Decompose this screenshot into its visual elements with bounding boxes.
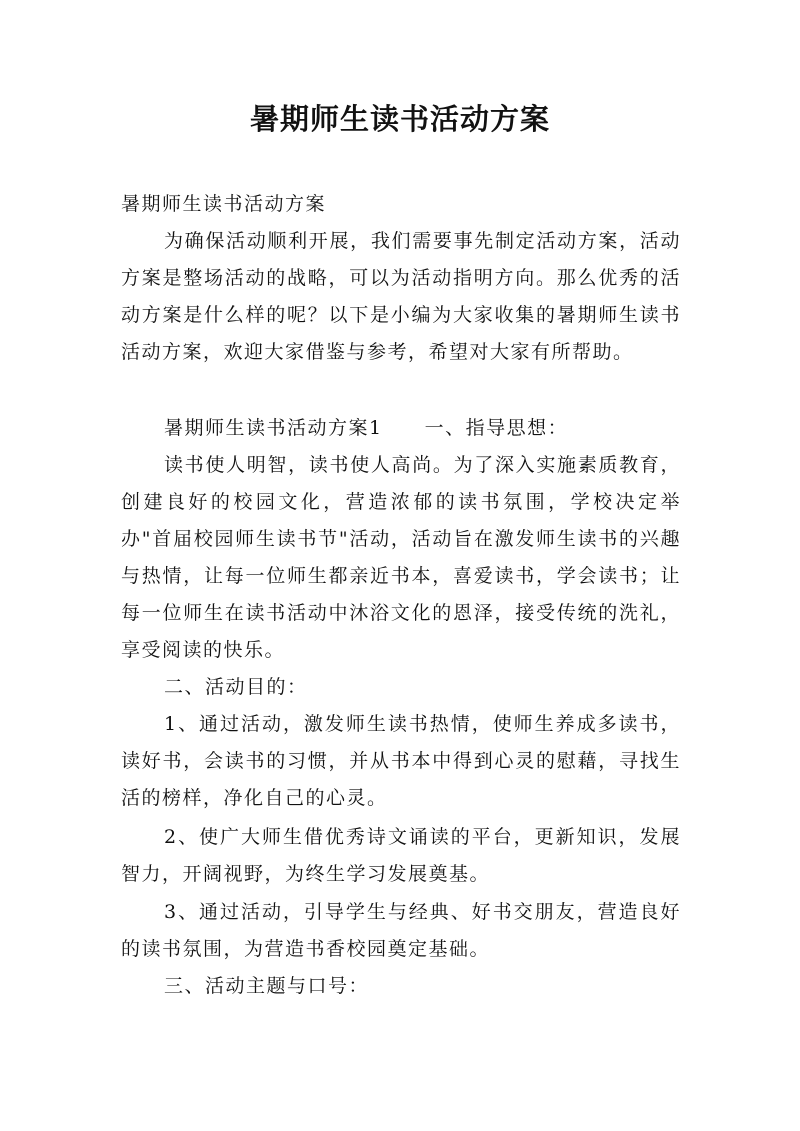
section-line: [121, 410, 681, 447]
guiding-paragraph: 读书使人明智，读书使人高尚。为了深入实施素质教育，创建良好的校园文化，营造浓郁的读书氛围，学校决定举办"首届校园师生读书节"活动，活动旨在激发师生读书的兴趣与热情，让每一位师生都亲近书本，喜爱读书，学会读书；让每一位师生在读书活动中沐浴文化的恩泽，接受传统的洗礼，享受阅读的快乐。: [121, 454, 681, 661]
section-heading-purpose: 二、活动目的：: [164, 676, 308, 698]
section-title: 暑期师生读书活动方案1: [164, 417, 383, 439]
section-heading-theme: 三、活动主题与口号：: [164, 975, 370, 997]
intro-paragraph: 为确保活动顺利开展，我们需要事先制定活动方案，活动方案是整场活动的战略，可以为活动指明方向。那么优秀的活动方案是什么样的呢？以下是小编为大家收集的暑期师生读书活动方案，欢迎大家借鉴与参考，希望对大家有所帮助。: [121, 230, 681, 363]
document-title: 暑期师生读书活动方案: [249, 102, 550, 136]
goal-item-3: 3、通过活动，引导学生与经典、好书交朋友，营造良好的读书氛围，为营造书香校园奠定基础。: [121, 901, 681, 960]
goal-item-2: 2、使广大师生借优秀诗文诵读的平台，更新知识，发展智力，开阔视野，为终生学习发展奠基。: [121, 826, 681, 885]
section-heading-guiding: 一、指导思想：: [424, 417, 569, 439]
goal-item-1: 1、通过活动，激发师生读书热情，使师生养成多读书，读好书，会读书的习惯，并从书本中得到心灵的慰藉，寻找生活的榜样，净化自己的心灵。: [121, 713, 681, 809]
lead-line: 暑期师生读书活动方案: [121, 193, 327, 215]
